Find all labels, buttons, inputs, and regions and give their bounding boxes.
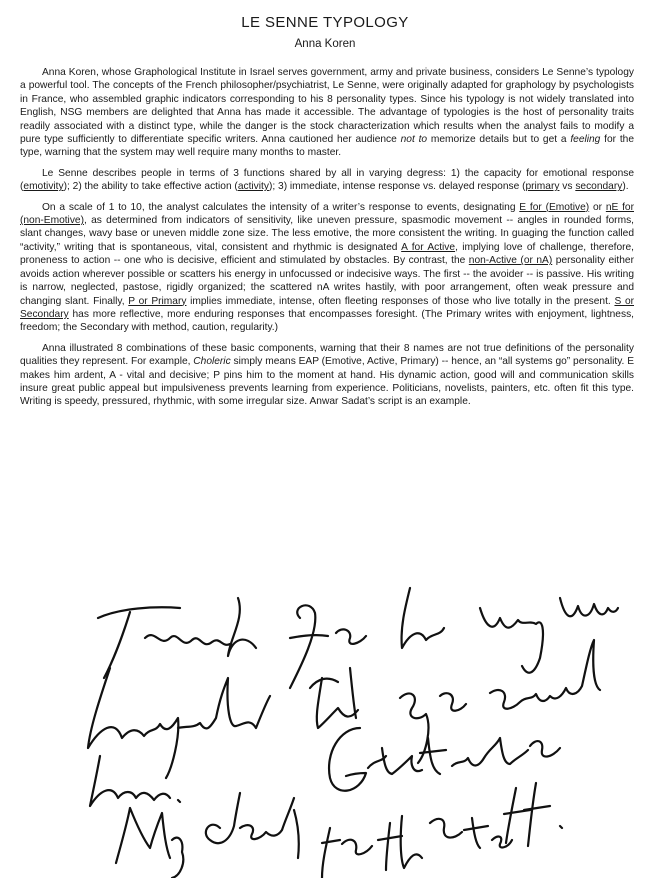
- underlined-term: activity: [237, 181, 269, 193]
- underlined-term: emotivity: [23, 181, 64, 193]
- underlined-term: secondary: [575, 181, 623, 193]
- italic-term: not to: [400, 134, 428, 146]
- text-run: , as determined from indicators of sensitivity, like uneven pressure, spasmodic movement -- angles in rounded forms, slant changes, wavy base or uneven middle zone size. The less emotive, the more consistent the writing. In guaging the function called “activity,” writing that is spontaneous, vital, consistent and rhythmic is designated: [20, 215, 634, 253]
- text-run: ).: [622, 181, 629, 193]
- underlined-term: non-Active (or nA): [468, 255, 553, 267]
- text-run: simply means EAP (Emotive, Active, Primary) -- hence, an “all systems go” personality. E makes him ardent, A - vital and decisive; P pins him to the moment at hand. His dynamic action, good will and communication skills insure great public appeal but impulsiveness prevents learning from experience. Politicians, novelists, painters, etc. often fit this type. Writing is speedy, pressured, rhythmic, with some irregular size. Anwar Sadat’s script is an example.: [20, 356, 634, 408]
- text-run: On a scale of 1 to 10, the analyst calculates the intensity of a writer’s response to events, designating: [42, 201, 520, 213]
- article-body: [20, 66, 634, 416]
- italic-term: feeling: [570, 134, 601, 146]
- text-run: personality either avoids action wherever possible or scatters his energy in unfocussed or indecisive ways. The first -- the avoider -- is passive. His writing is narrow, neglected, pastose, rigidly organized; the scattered nA writes hastily, with poor arrangement, often weak pressure and changing slant. Finally,: [20, 255, 634, 307]
- underlined-term: P or Primary: [128, 295, 187, 307]
- text-run: , implying love of challenge, therefore, proneness to action -- one who is decisive, efficient and stimulated by obstacles. By contrast, the: [20, 241, 634, 267]
- text-run: has more reflective, more enduring responses that encompasses foresight. (The Primary writes with enjoyment, lightness, freedom; the Secondary with method, caution, regularity.): [20, 308, 634, 334]
- text-run: Anna Koren, whose Graphological Institute in Israel serves government, army and private business, considers Le Senne’s typology a powerful tool. The concepts of the French philosopher/psychiatrist, Le Senne, were originally adapted for graphology by psychologists in France, who assembled graphic indicators corresponding to his 8 personality types. Since his typology is not widely translated into English, NSG members are delighted that Anna has made it accessible. The advantage of typologies is the host of personality traits readily associated with a distinct type, while the danger is the stock characterization which results when the analyst fails to modify a pure type sufficiently to differentiate specific writers. Anna cautioned her audience: [20, 67, 634, 146]
- text-run: implies immediate, intense, often fleeting responses of those who live totally in the present.: [186, 295, 615, 307]
- handwritten-note: [60, 578, 620, 878]
- text-run: for the type, warning that the system may well require many months to master.: [20, 134, 635, 159]
- text-run: or: [589, 201, 606, 213]
- paragraph-combinations: [20, 342, 634, 409]
- text-run: Anna illustrated 8 combinations of these basic components, warning that their 8 names are not true definitions of the personality qualities they represent. For example,: [20, 342, 634, 368]
- text-run: ); 2) the ability to take effective action (: [63, 181, 238, 193]
- paragraph-intro: [20, 66, 634, 160]
- italic-term: Choleric: [193, 356, 231, 368]
- handwriting-signature: [60, 578, 620, 878]
- paragraph-functions: [20, 167, 634, 194]
- document-author: Anna Koren: [294, 38, 356, 50]
- underlined-term: E for (Emotive): [519, 201, 590, 213]
- document-title: LE SENNE TYPOLOGY: [241, 14, 409, 31]
- text-run: vs: [559, 181, 576, 193]
- text-run: Le Senne describes people in terms of 3 functions shared by all in varying degress: 1) the capacity for emotional response (: [20, 167, 634, 193]
- underlined-term: primary: [525, 181, 560, 193]
- paragraph-scale: [20, 201, 634, 335]
- text-run: ); 3) immediate, intense response vs. delayed response (: [268, 181, 526, 193]
- underlined-term: S or Secondary: [20, 295, 634, 320]
- text-run: memorize details but to get a: [427, 134, 571, 146]
- underlined-term: nE for (non-Emotive): [20, 201, 634, 227]
- underlined-term: A for Active: [401, 241, 456, 253]
